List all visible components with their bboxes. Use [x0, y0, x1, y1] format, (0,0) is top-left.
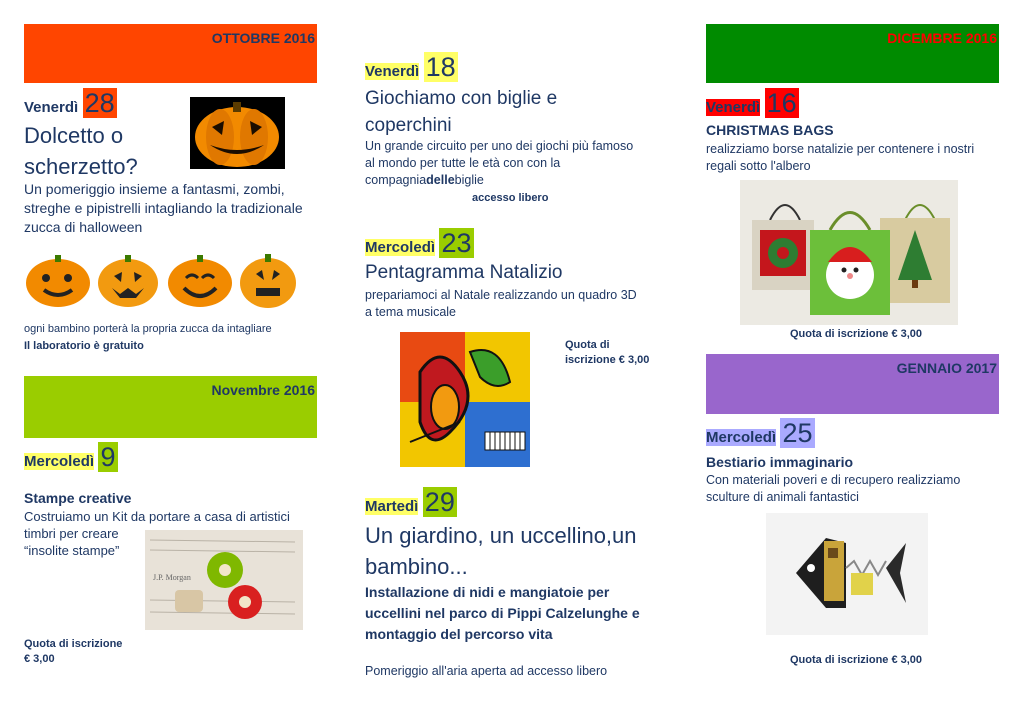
event-9-date	[24, 442, 118, 473]
october-header-label: OTTOBRE 2016	[211, 30, 315, 46]
event-9-title: Stampe creative	[24, 490, 132, 506]
event-29-note: Pomeriggio all'aria aperta ad accesso libero	[365, 664, 608, 678]
day-number: 23	[441, 228, 472, 258]
desc-line: montaggio del percorso vita	[365, 626, 553, 642]
stamps-photo	[145, 530, 303, 630]
event-28-date	[24, 88, 117, 119]
december-header	[706, 24, 999, 83]
desc-line: Con materiali poveri e di recupero realizziamo	[706, 473, 961, 487]
day-number: 29	[424, 487, 455, 517]
event-9-fee	[24, 637, 122, 667]
photo-newspaper-text: J.P. Morgan	[153, 573, 191, 582]
desc-line: prepariamoci al Natale realizzando un quadro 3D	[365, 288, 637, 302]
day-label: Mercoledì	[365, 239, 436, 256]
day-label: Martedì	[365, 498, 419, 515]
event-28-free: Il laboratorio è gratuito	[24, 340, 144, 352]
event-16-description	[706, 141, 1006, 175]
event-18-date	[365, 52, 458, 83]
desc-line: Installazione di nidi e mangiatoie per	[365, 584, 610, 600]
event-25-title: Bestiario immaginario	[706, 454, 854, 470]
day-number: 18	[425, 52, 456, 82]
event-16-title: CHRISTMAS BAGS	[706, 122, 834, 138]
january-header-label: GENNAIO 2017	[896, 360, 997, 376]
fee-line: iscrizione € 3,00	[565, 354, 650, 366]
title-line: Un giardino, un uccellino,un	[365, 523, 637, 548]
title-line: Dolcetto o	[24, 123, 124, 148]
event-25-description	[706, 472, 1006, 506]
day-label: Mercoledì	[706, 429, 777, 446]
event-25-fee: Quota di iscrizione € 3,00	[790, 654, 923, 666]
desc-line: al mondo per tutte le età con con la	[365, 156, 561, 170]
desc-fragment: biglie	[454, 173, 484, 187]
desc-fragment-bold: delle	[426, 173, 455, 187]
pumpkins-row-image	[24, 252, 300, 310]
title-line: Giochiamo con biglie e	[365, 88, 558, 109]
event-28-note: ogni bambino porterà la propria zucca da intagliare	[24, 323, 272, 335]
pumpkin-image	[190, 97, 285, 169]
desc-line: timbri per creare	[24, 526, 119, 541]
day-number: 25	[782, 418, 813, 448]
event-18-description	[365, 138, 665, 189]
fee-line: Quota di iscrizione	[24, 638, 123, 650]
day-label: Venerdì	[365, 63, 420, 80]
desc-line: regali sotto l'albero	[706, 159, 811, 173]
desc-line: sculture di animali fantastici	[706, 490, 859, 504]
day-number: 28	[84, 88, 115, 118]
desc-line: realizziamo borse natalizie per contenere i nostri	[706, 142, 975, 156]
desc-line: Un grande circuito per uno dei giochi più famoso	[365, 139, 634, 153]
day-label: Mercoledì	[24, 453, 95, 470]
event-18-access: accesso libero	[472, 192, 549, 204]
event-28-title	[24, 120, 194, 182]
event-23-date	[365, 228, 474, 259]
desc-fragment: compagnia	[365, 173, 427, 187]
desc-line: uccellini nel parco di Pippi Calzelunghe e	[365, 605, 640, 621]
title-line: scherzetto?	[24, 154, 138, 179]
event-25-date	[706, 418, 815, 449]
november-header	[24, 376, 317, 438]
event-16-fee: Quota di iscrizione € 3,00	[790, 328, 923, 340]
desc-line: “insolite stampe”	[24, 543, 120, 558]
october-header	[24, 24, 317, 83]
event-16-date	[706, 88, 799, 119]
january-header	[706, 354, 999, 414]
desc-line: Costruiamo un Kit da portare a casa di artistici	[24, 509, 290, 524]
desc-line: a tema musicale	[365, 305, 457, 319]
event-23-title: Pentagramma Natalizio	[365, 262, 563, 283]
fee-line: Quota di	[565, 339, 610, 351]
fish-sculpture-image	[766, 513, 928, 635]
event-23-fee	[565, 338, 649, 368]
event-23-description	[365, 287, 665, 321]
fee-line: € 3,00	[24, 653, 55, 665]
title-line: bambino...	[365, 554, 468, 579]
day-number: 16	[766, 88, 797, 118]
event-18-title	[365, 85, 665, 139]
title-line: coperchini	[365, 115, 452, 136]
christmas-bags-image	[740, 180, 958, 325]
event-29-description	[365, 582, 685, 645]
day-label: Venerdì	[24, 99, 79, 116]
music-painting-image	[400, 332, 530, 467]
november-header-label: Novembre 2016	[211, 382, 315, 398]
event-29-date	[365, 487, 457, 518]
day-label: Venerdì	[706, 99, 761, 116]
december-header-label: DICEMBRE 2016	[887, 30, 997, 46]
event-29-title	[365, 520, 685, 582]
event-28-description: Un pomeriggio insieme a fantasmi, zombi, streghe e pipistrelli intagliando la tradizionale zucca di halloween	[24, 181, 303, 235]
day-number: 9	[100, 442, 116, 472]
desc-line	[365, 172, 665, 189]
